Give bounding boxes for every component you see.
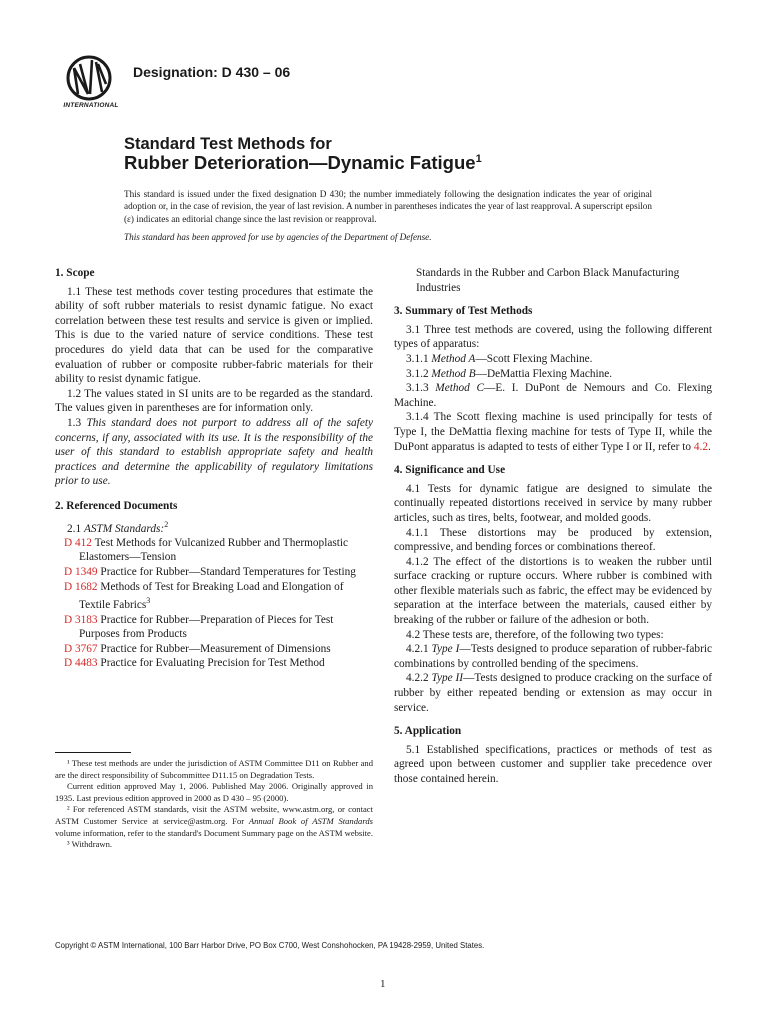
footnote-2-b: volume information, refer to the standard's Document Summary page on the ASTM website. [55,827,374,838]
ref-text: Practice for Rubber—Measurement of Dimensions [100,642,331,655]
method-name: Method A [431,352,476,365]
method-desc: —DeMattia Flexing Machine. [475,367,613,380]
ref-text: Methods of Test for Breaking Load and Elongation of Textile Fabrics [79,580,344,611]
para-3-1-1 [394,352,712,367]
ref-item [55,536,373,565]
left-column [55,266,373,671]
method-desc: —Scott Flexing Machine. [475,352,593,365]
method-num: 3.1.2 [406,367,432,380]
title-text: Rubber Deterioration—Dynamic Fatigue [124,152,476,173]
method-desc: —E. I. DuPont de Nemours and Co. Flexing Machine. [394,382,712,409]
ref-item [55,656,373,671]
para-3-1: 3.1 Three test methods are covered, using the following different types of apparatus: [394,323,712,351]
ref-text: Test Methods for Vulcanized Rubber and Thermoplastic Elastomers—Tension [79,536,349,564]
ref-link-d3767[interactable]: D 3767 [64,642,98,655]
para-text: —Tests designed to produce cracking on the surface of rubber by either repeated bending or extension as may occur in service. [394,672,712,714]
defense-note: This standard has been approved for use by agencies of the Department of Defense. [124,232,432,242]
ref-item [55,642,373,657]
para-3-1-2 [394,367,712,382]
para-1-1: 1.1 These test methods cover testing procedures that estimate the ability of soft rubber materials to resist dynamic fatigue. No exact correlation between these test results and service is given or implied. This is due to the varied nature of service conditions. These test procedures do yield data that can be used for the comparative evaluation of rubber or composite rubber-fabric materials for their ability to resist dynamic fatigue. [55,285,373,386]
section-link-4-2[interactable]: 4.2 [693,440,708,453]
para-1-2: 1.2 The values stated in SI units are to be regarded as the standard. The values given in parentheses are for information only. [55,387,373,415]
ref-continuation: Standards in the Rubber and Carbon Black Manufacturing Industries [416,267,680,294]
section-heading-scope: 1. Scope [55,267,95,279]
footnote-2-a: ² For referenced ASTM standards, visit the ASTM website, www.astm.org, or contact ASTM Customer Service at service@astm.org. For [55,804,373,826]
designation: Designation: D 430 – 06 [133,64,291,80]
footnote-2 [55,804,373,839]
para-1-3-num: 1.3 [67,416,87,429]
method-num: 3.1.3 [406,382,436,395]
copyright: Copyright © ASTM International, 100 Barr Harbor Drive, PO Box C700, West Conshohocken, PA 19428-2959, United States. [55,941,485,950]
method-num: 3.1.1 [406,352,432,365]
ref-item [55,613,373,642]
para-1-3-text: This standard does not purport to address all of the safety concerns, if any, associated with its use. It is the responsibility of the user of this standard to establish appropriate safety and health practices and determine the applicability of regulatory limitations prior to use. [55,416,373,488]
ref-text: Practice for Rubber—Standard Temperatures for Testing [100,566,356,579]
para-4-1-2: 4.1.2 The effect of the distortions is to weaken the rubber until surface cracking or rupture occurs. Where rubber is combined with other flexible materials such as fabric, the effect may be evidenced by separation at the interface between the materials, caused either by breaking of the rubber or failure of the adhesion or both. [394,555,712,627]
intro-paragraph: This standard is issued under the fixed designation D 430; the number immediately following the designation indicates the year of original adoption or, in the case of revision, the year of last revision. A number in parentheses indicates the year of last reapproval. A superscript epsilon (ε) indicates an editorial change since the last revision or reapproval. [124,189,652,224]
refs-sub-footnote-ref: 2 [164,519,169,529]
footnote-2-italic: Annual Book of ASTM Standards [248,815,373,826]
para-4-1: 4.1 Tests for dynamic fatigue are designed to simulate the continually repeated distortions received in service by many rubber articles, such as tires, belts, footwear, and molded goods. [394,482,712,524]
title-line-1: Standard Test Methods for [124,135,332,153]
type-label: Type I [431,643,460,656]
page-number: 1 [380,978,386,990]
ref-link-d4483[interactable]: D 4483 [64,657,98,670]
logo-text: INTERNATIONAL [63,102,119,109]
para-3-1-4-end: . [707,440,711,453]
type-label: Type II [431,672,464,685]
ref-text: Practice for Evaluating Precision for Test Method [100,657,325,670]
section-heading-refs: 2. Referenced Documents [55,499,178,512]
para-3-1-4-text: 3.1.4 The Scott flexing machine is used principally for tests of Type I, the DeMattia flexing machine for tests of Type II, while the DuPont apparatus is adapted to tests of either Type I or II, refer to [394,411,712,453]
refs-sub-num: 2.1 [67,522,84,535]
para-text: —Tests designed to produce separation of rubber-fabric combinations by controlled bending of the specimens. [394,643,712,670]
ref-text: Practice for Rubber—Preparation of Pieces for Test Purposes from Products [79,613,334,641]
para-num: 4.2.2 [406,672,432,685]
footnotes [55,758,373,851]
ref-link-d1682[interactable]: D 1682 [64,580,98,593]
ref-item [55,580,373,613]
para-4-2: 4.2 These tests are, therefore, of the following two types: [406,628,664,641]
ref-link-d412[interactable]: D 412 [64,536,92,549]
title-footnote-ref: 1 [475,152,482,165]
astm-logo [58,54,124,120]
para-4-1-1: 4.1.1 These distortions may be produced by extension, compressive, and bending forces or combinations thereof. [394,526,712,554]
para-4-2-2 [394,671,712,715]
para-num: 4.2.1 [406,643,432,656]
footnote-3: ³ Withdrawn. [67,839,113,850]
ref-link-d3183[interactable]: D 3183 [64,613,98,626]
section-heading-summary: 3. Summary of Test Methods [394,305,533,318]
para-5-1: 5.1 Established specifications, practices or methods of test as agreed upon between customer and supplier take precedence over those contained herein. [394,743,712,785]
footnote-rule [55,752,131,753]
ref-footnote-ref: 3 [146,596,151,606]
footnote-1: ¹ These test methods are under the jurisdiction of ASTM Committee D11 on Rubber and are the direct responsibility of Subcommittee D11.15 on Degradation Tests. [55,758,373,780]
method-name: Method C [435,382,485,395]
refs-subheading [55,518,373,536]
footnote-1-edition: Current edition approved May 1, 2006. Published May 2006. Originally approved in 1935. Last previous edition approved in 2000 as D 430 – 95 (2000). [55,781,373,803]
para-4-2-1 [394,642,712,671]
section-heading-application: 5. Application [394,725,462,738]
ref-link-d1349[interactable]: D 1349 [64,566,98,579]
para-3-1-4 [394,410,712,454]
method-name: Method B [431,367,476,380]
right-column [394,266,712,787]
para-1-3 [55,416,373,489]
ref-item [55,565,373,580]
para-3-1-3 [394,381,712,410]
section-heading-significance: 4. Significance and Use [394,464,506,477]
title-line-2 [124,152,482,174]
refs-sub-label: ASTM Standards: [83,522,165,535]
